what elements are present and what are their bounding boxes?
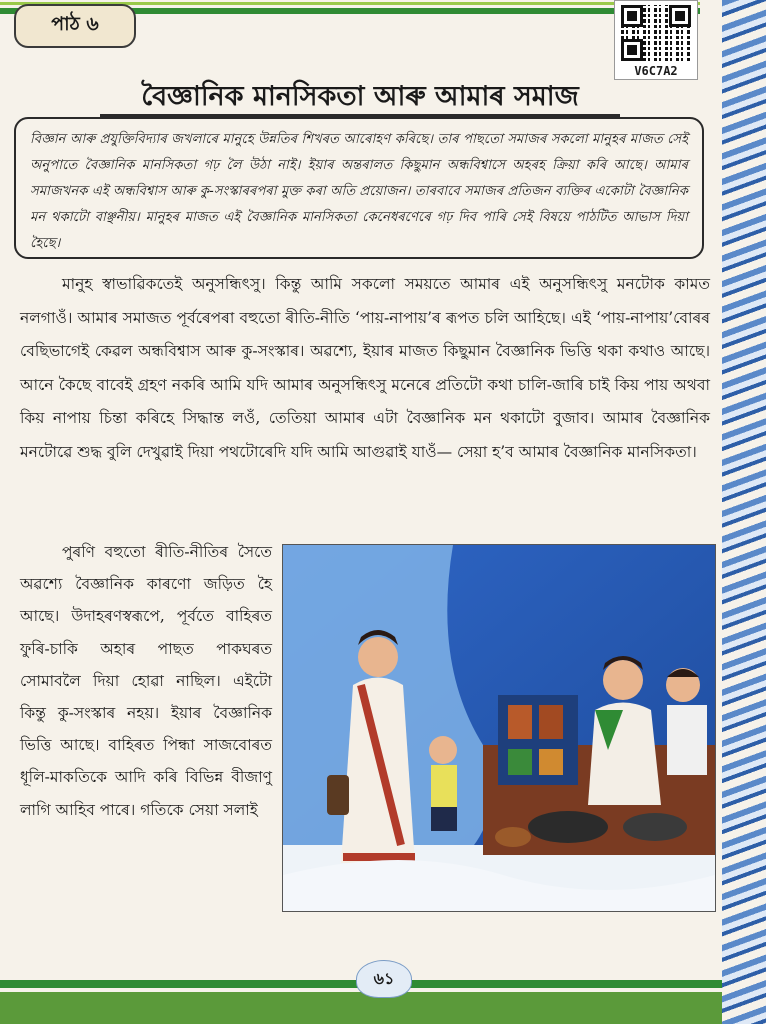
woman-cooking-head-icon — [603, 660, 643, 700]
qr-code[interactable] — [614, 0, 698, 80]
bag-icon — [327, 775, 349, 815]
lesson-badge: পাঠ ৬ — [14, 4, 136, 48]
intro-box: বিজ্ঞান আৰু প্ৰযুক্তিবিদ্যাৰ জখলাৰে মানুহে উন্নতিৰ শিখৰত আৰোহণ কৰিছে। তাৰ পাছতো সমাজৰ সকলো মানুহৰ মাজত সেই অনুপাতে বৈজ্ঞানিক মানসিকতা গঢ় লৈ উঠা নাই। ইয়াৰ অন্তৰালত কিছুমান অন্ধবিশ্বাসে অহৰহ ক্ৰিয়া কৰি আছে। আমাৰ সমাজখনক এই অন্ধবিশ্বাস আৰু কু-সংস্কাৰৰপৰা মুক্ত কৰা অতি প্ৰয়োজন। তাৰবাবে সমাজৰ প্ৰতিজন ব্যক্তিৰ একোটা বৈজ্ঞানিক মন থকাটো বাঞ্ছনীয়। মানুহৰ মাজত এই বৈজ্ঞানিক মানসিকতা কেনেধৰণেৰে গঢ় দিব পাৰি সেই বিষয়ে পাঠটিত আভাস দিয়া হৈছে। — [14, 117, 704, 259]
paragraph-2: পুৰণি বহুতো ৰীতি-নীতিৰ সৈতে অৱশ্যে বৈজ্ঞানিক কাৰণো জড়িত হৈ আছে। উদাহৰণস্বৰূপে, পূৰ্বতে বাহিৰত ফুৰি-চাকি অহাৰ পাছত পাকঘৰত সোমাবলৈ দিয়া হোৱা নাছিল। এইটো কিন্তু কু-সংস্কাৰ নহয়। ইয়াৰ বৈজ্ঞানিক ভিত্তি আছে। বাহিৰত পিন্ধা সাজবোৰত ধূলি-মাকতিকে আদি কৰি বিভিন্ন বীজাণু লাগি আহিব পাৰে। গতিকে সেয়া সলাই — [20, 543, 272, 819]
child-head-icon — [429, 736, 457, 764]
paragraph-1: মানুহ স্বাভাৱিকতেই অনুসন্ধিৎসু। কিন্তু আমি সকলো সময়তে আমাৰ এই অনুসন্ধিৎসু মনটোক কামত নলগাওঁ। আমাৰ সমাজত পূৰ্বৰেপৰা বহুতো ৰীতি-নীতি ‘পায়-নাপায়’ৰ ৰূপত চলি আহিছে। এই ‘পায়-নাপায়’বোৰৰ বেছিভাগেই কেৱল অন্ধবিশ্বাস আৰু কু-সংস্কাৰ। অৱশ্যে, ইয়াৰ মাজত কিছুমান বৈজ্ঞানিক ভিত্তি থকা কথাও আছে। আনে কৈছে বাবেই গ্ৰহণ নকৰি আমি যদি আমাৰ অনুসন্ধিৎসু মনেৰে প্ৰতিটো কথা চালি-জাৰি চাই কিয় পায় অথবা কিয় নাপায় চিন্তা কৰিহে সিদ্ধান্ত লওঁ, তেতিয়া আমাৰ এটা বৈজ্ঞানিক মন থকাটো বুজাব। আমাৰ বৈজ্ঞানিক মনটোৱে শুদ্ধ বুলি দেখুৱাই দিয়া পথটোৰেদি যদি আমি আগুৱাই যাওঁ— সেয়া হ’ব আমাৰ বৈজ্ঞানিক মানসিকতা। — [20, 275, 710, 461]
right-decorative-border — [722, 0, 766, 1024]
page-title: বৈজ্ঞানিক মানসিকতা আৰু আমাৰ সমাজ — [141, 81, 579, 112]
woman-head-icon — [358, 637, 398, 677]
kitchen-illustration — [282, 544, 716, 912]
kitchen-scene-svg — [283, 545, 715, 911]
qr-finder-icon — [621, 39, 643, 61]
left-column-text — [20, 536, 272, 826]
qr-finder-icon — [621, 5, 643, 27]
qr-code-text: V6C7A2 — [634, 64, 678, 78]
page-number: ৬১ — [356, 960, 412, 998]
main-text — [20, 268, 710, 470]
qr-finder-icon — [669, 5, 691, 27]
